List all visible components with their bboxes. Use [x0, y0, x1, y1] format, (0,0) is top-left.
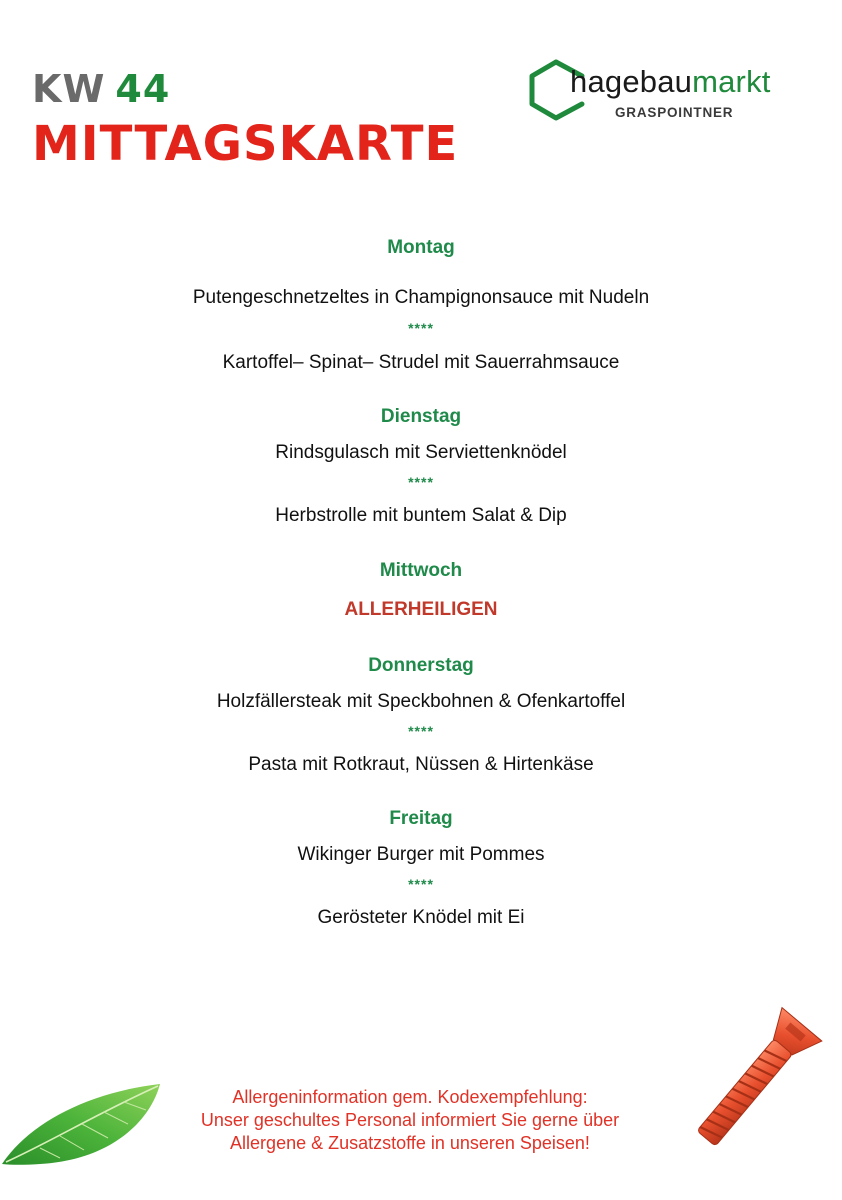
dish-separator: ****	[408, 474, 434, 490]
hagebaumarkt-logo	[526, 58, 826, 128]
day-section-mittwoch	[0, 561, 842, 619]
week-heading	[32, 67, 171, 111]
allergen-line-2: Unser geschultes Personal informiert Sie gerne über	[200, 1110, 620, 1130]
dish-separator: ****	[408, 876, 434, 892]
allergen-line-1: Allergeninformation gem. Kodexempfehlung:	[232, 1087, 588, 1107]
dish-item: Kartoffel– Spinat– Strudel mit Sauerrahmsauce	[222, 352, 620, 373]
screw-icon	[670, 1000, 830, 1160]
allergen-line-3: Allergene & Zusatzstoffe in unseren Speisen!	[230, 1133, 590, 1153]
day-section-montag	[0, 238, 842, 372]
day-section-donnerstag	[0, 656, 842, 774]
dish-item: Putengeschnetzeltes in Champignonsauce mit Nudeln	[192, 287, 650, 308]
leaf-icon	[0, 1072, 170, 1172]
day-heading: Donnerstag	[368, 655, 474, 676]
logo-wordmark	[570, 66, 771, 97]
page-title: MITTAGSKARTE	[32, 116, 459, 172]
logo-brand-part2: markt	[692, 64, 771, 99]
dish-item: Gerösteter Knödel mit Ei	[317, 907, 525, 928]
day-heading: Mittwoch	[379, 560, 463, 581]
weekly-menu	[0, 238, 842, 927]
dish-item: Wikinger Burger mit Pommes	[297, 844, 545, 865]
day-heading: Montag	[387, 237, 455, 258]
week-label: KW	[32, 67, 106, 111]
dish-separator: ****	[408, 320, 434, 336]
day-section-dienstag	[0, 407, 842, 525]
day-section-freitag	[0, 809, 842, 927]
day-heading: Dienstag	[380, 406, 462, 427]
holiday-notice: ALLERHEILIGEN	[344, 599, 498, 620]
dish-item: Rindsgulasch mit Serviettenknödel	[275, 442, 567, 463]
dish-item: Herbstrolle mit buntem Salat & Dip	[275, 505, 567, 526]
dish-item: Pasta mit Rotkraut, Nüssen & Hirtenkäse	[248, 754, 594, 775]
week-number: 44	[115, 67, 171, 111]
day-heading: Freitag	[389, 808, 453, 829]
logo-brand-part1: hagebau	[570, 64, 693, 99]
logo-subtitle: GRASPOINTNER	[615, 105, 734, 120]
dish-separator: ****	[408, 723, 434, 739]
allergen-notice	[160, 1086, 660, 1155]
dish-item: Holzfällersteak mit Speckbohnen & Ofenkartoffel	[216, 691, 626, 712]
